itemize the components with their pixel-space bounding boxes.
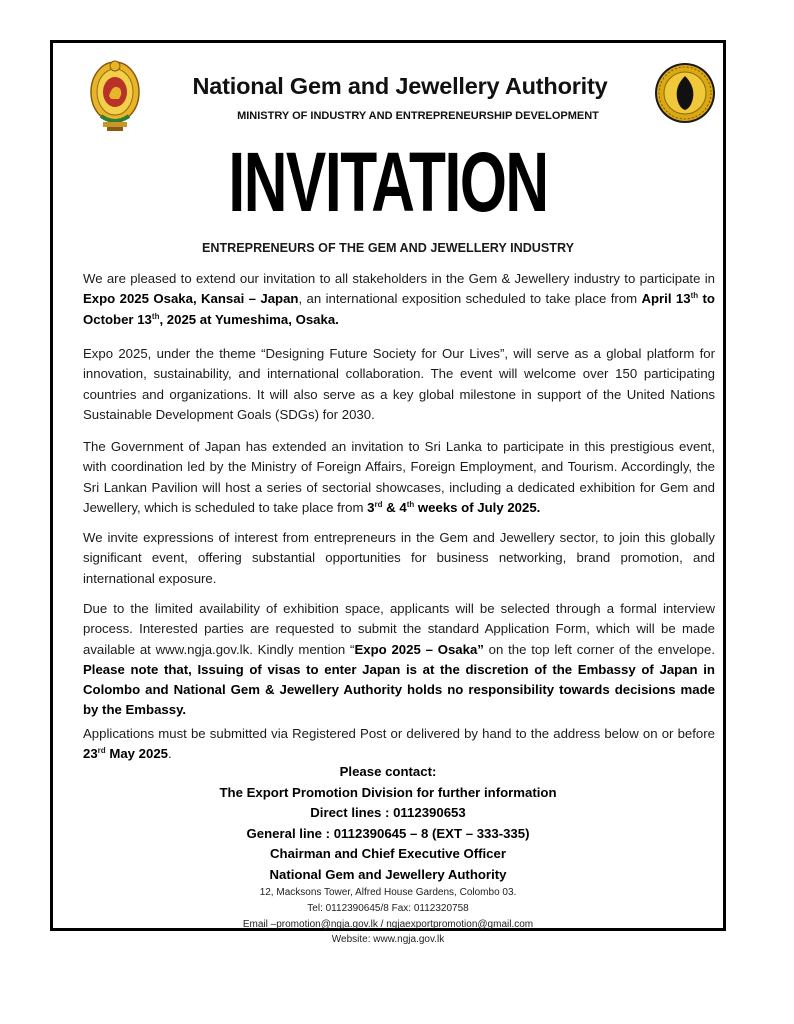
document-frame xyxy=(50,40,726,946)
p6-sup: rd xyxy=(97,746,106,756)
sri-lanka-emblem-icon xyxy=(89,58,141,132)
p5-envelope-mark: Expo 2025 – Osaka” xyxy=(354,641,484,657)
organization-name: National Gem and Jewellery Authority xyxy=(192,73,608,99)
contact-address: 12, Macksons Tower, Alfred House Gardens, Colombo 03. xyxy=(259,887,517,898)
p5-text-2: on the top left corner of the envelope. xyxy=(483,641,715,657)
p6-text-2: . xyxy=(168,746,172,762)
p3-month: weeks of July 2025. xyxy=(414,499,541,515)
p1-text-2: , an international exposition scheduled to take place from xyxy=(298,291,642,307)
paragraph-deadline xyxy=(83,724,715,765)
paragraph-theme: Expo 2025, under the theme “Designing Future Society for Our Lives”, will serve as a global platform for innovation, sustainability, and international collaboration. The event will welcome over 150 participating countries and organizations. It will also serve as a key global milestone in support of the United Nations Sustainable Development Goals (SDGs) for 2030. xyxy=(83,346,715,422)
p1-sup-1: th xyxy=(690,291,699,301)
p3-text: The Government of Japan has extended an invitation to Sri Lanka to participate in this prestigious event, with coordination led by the Ministry of Foreign Affairs, Foreign Employment, and Tourism. Accordingly, the Sri Lankan Pavilion will host a series of sectorial showcases, including a dedicated exhibition for Gem and Jewellery, which is scheduled to take place from xyxy=(83,439,715,515)
p1-sup-2: th xyxy=(151,311,160,321)
contact-heading: Please contact: xyxy=(339,764,437,779)
paragraph-interest: We invite expressions of interest from entrepreneurs in the Gem and Jewellery sector, to join this globally significant event, offering substantial opportunities for business networking, brand promotion, and international exposure. xyxy=(83,530,715,586)
p6-date-month: May 2025 xyxy=(105,746,168,762)
contact-general-line: General line : 0112390645 – 8 (EXT – 333-335) xyxy=(246,825,530,841)
ngja-seal-icon xyxy=(654,62,716,124)
invitation-title: INVITATION xyxy=(228,135,548,229)
p3-week-3: 3 xyxy=(367,499,375,515)
p1-text-1: We are pleased to extend our invitation to all stakeholders in the Gem & Jewellery industry to participate in xyxy=(83,271,715,286)
contact-tel: Tel: 0112390645/8 Fax: 0112320758 xyxy=(307,902,469,914)
contact-division: The Export Promotion Division for further information xyxy=(219,784,557,800)
p3-sup-2: th xyxy=(406,499,415,509)
paragraph-intro xyxy=(83,269,715,330)
p5-text-1: Due to the limited availability of exhibition space, applicants will be selected through a formal interview process. Interested parties are requested to submit the standard Application Form, which will be made available at www.ngja.gov.lk. Kindly mention “ xyxy=(83,601,715,657)
p3-sup-1: rd xyxy=(374,499,383,509)
p3-week-4: & 4 xyxy=(382,499,407,515)
contact-direct-lines: Direct lines : 0112390653 xyxy=(310,805,466,820)
ministry-name: MINISTRY OF INDUSTRY AND ENTREPRENEURSHIP DEVELOPMENT xyxy=(237,110,599,122)
p1-location: , 2025 at Yumeshima, Osaka. xyxy=(159,311,339,327)
p1-expo-name: Expo 2025 Osaka, Kansai – Japan xyxy=(83,291,299,307)
contact-org: National Gem and Jewellery Authority xyxy=(269,866,507,882)
p5-visa-note: Please note that, Issuing of visas to enter Japan is at the discretion of the Embassy of Japan in Colombo and National Gem & Jewellery Authority holds no responsibility towards decisions made by the Embassy. xyxy=(83,661,715,718)
p6-text-1: Applications must be submitted via Registered Post or delivered by hand to the address below on or before xyxy=(83,726,715,741)
invitation-subtitle: ENTREPRENEURS OF THE GEM AND JEWELLERY INDUSTRY xyxy=(201,241,574,255)
p1-date-start: April 13 xyxy=(641,291,691,307)
p1-date-end: to October 13 xyxy=(83,291,715,327)
contact-website[interactable]: Website: www.ngja.gov.lk xyxy=(331,934,445,946)
paragraph-selection xyxy=(83,599,715,721)
contact-block xyxy=(53,762,723,948)
paragraph-government xyxy=(83,437,715,518)
contact-chairman: Chairman and Chief Executive Officer xyxy=(270,846,506,861)
p6-date-day: 23 xyxy=(83,746,98,762)
contact-email[interactable]: Email –promotion@ngja.gov.lk / ngjaexportpromotion@gmail.com xyxy=(242,918,534,930)
